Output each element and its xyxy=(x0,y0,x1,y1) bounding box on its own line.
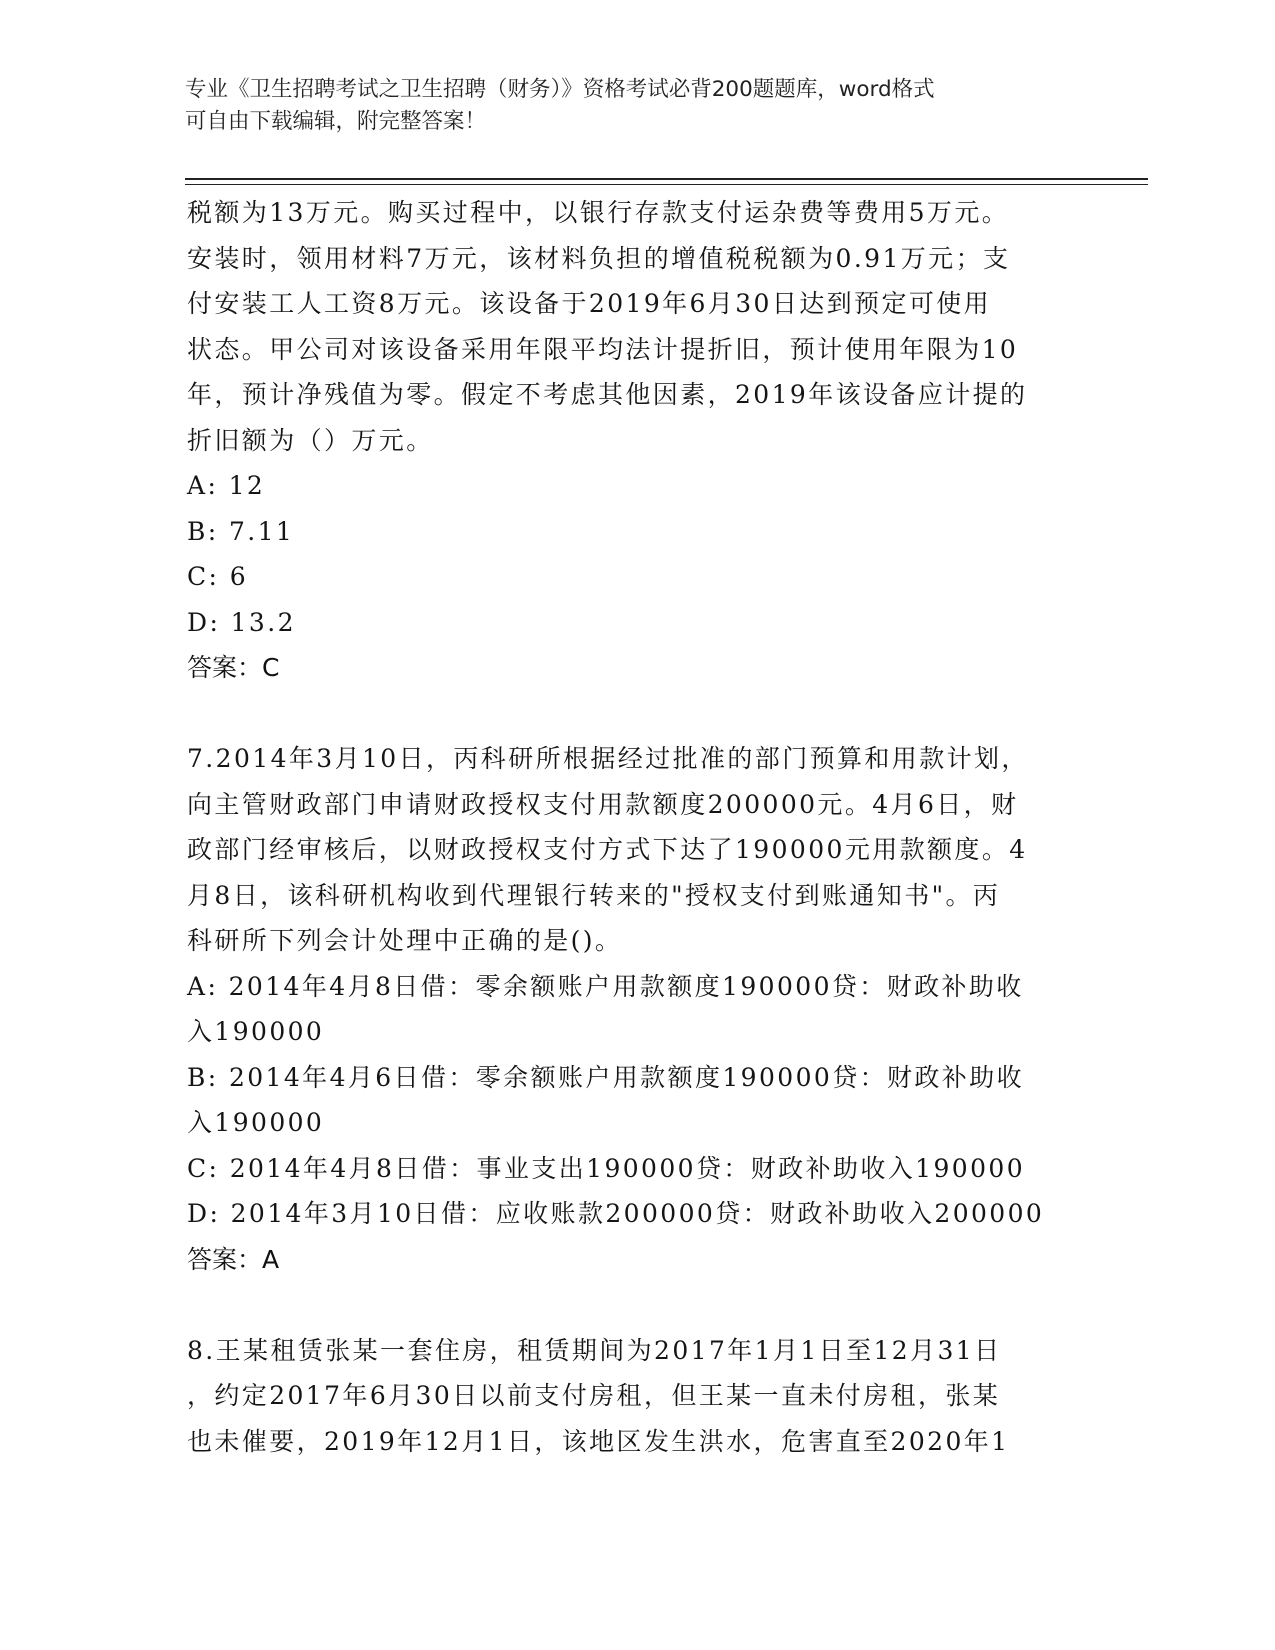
question-8-line: 也未催要，2019年12月1日，该地区发生洪水，危害直至2020年1 xyxy=(187,1426,1010,1456)
header-rule-thick xyxy=(185,178,1148,180)
question-6-line: 安装时，领用材料7万元，该材料负担的增值税税额为0.91万元；支 xyxy=(187,243,1011,273)
question-6-line: 状态。甲公司对该设备采用年限平均法计提折旧，预计使用年限为10 xyxy=(187,334,1019,364)
question-8-line: 8.王某租赁张某一套住房，租赁期间为2017年1月1日至12月31日 xyxy=(187,1335,1002,1365)
question-6-option-d: D: 13.2 xyxy=(187,607,296,637)
header-rule-thin xyxy=(185,184,1148,185)
question-7-line: 7.2014年3月10日，丙科研所根据经过批准的部门预算和用款计划， xyxy=(187,744,1029,773)
document-body xyxy=(187,190,1067,1464)
header-title-line-2: 可自由下载编辑，附完整答案！ xyxy=(185,109,487,134)
question-7-line: 政部门经审核后，以财政授权支付方式下达了190000元用款额度。4 xyxy=(187,835,1028,864)
question-7-option-b-cont: 入190000 xyxy=(187,1108,325,1137)
question-6-option-a: A: 12 xyxy=(187,471,266,500)
question-6-option-c: C: 6 xyxy=(187,562,249,591)
spacer xyxy=(187,1282,1067,1328)
question-7-line: 向主管财政部门申请财政授权支付用款额度200000元。4月6日，财 xyxy=(187,789,1019,819)
question-7-option-d: D: 2014年3月10日借：应收账款200000贷：财政补助收入200000 xyxy=(187,1199,1045,1228)
question-8-line: ，约定2017年6月30日以前支付房租，但王某一直未付房租，张某 xyxy=(187,1381,1001,1410)
question-6-line: 税额为13万元。购买过程中，以银行存款支付运杂费等费用5万元。 xyxy=(187,198,1010,227)
header-title-line-1: 专业《卫生招聘考试之卫生招聘（财务）》资格考试必背200题题库，word格式 xyxy=(185,77,935,102)
question-6-option-b: B: 7.11 xyxy=(187,516,295,546)
question-7 xyxy=(187,736,1067,1282)
question-7-answer: 答案：A xyxy=(187,1244,280,1274)
document-header xyxy=(185,74,1065,138)
question-7-option-c: C: 2014年4月8日借：事业支出190000贷：财政补助收入190000 xyxy=(187,1153,1026,1183)
spacer xyxy=(187,691,1067,737)
question-7-line: 科研所下列会计处理中正确的是()。 xyxy=(187,926,623,955)
question-6-line: 折旧额为（）万元。 xyxy=(187,425,434,455)
question-6-line: 年，预计净残值为零。假定不考虑其他因素，2019年该设备应计提的 xyxy=(187,380,1028,409)
question-7-option-a-cont: 入190000 xyxy=(187,1017,325,1046)
question-7-line: 月8日，该科研机构收到代理银行转来的"授权支付到账通知书"。丙 xyxy=(187,880,1001,910)
question-7-option-b: B: 2014年4月6日借：零余额账户用款额度190000贷：财政补助收 xyxy=(187,1062,1025,1092)
question-8 xyxy=(187,1328,1067,1465)
question-6-answer: 答案：C xyxy=(187,653,280,682)
question-6 xyxy=(187,190,1067,691)
question-6-line: 付安装工人工资8万元。该设备于2019年6月30日达到预定可使用 xyxy=(187,289,992,318)
question-7-option-a: A: 2014年4月8日借：零余额账户用款额度190000贷：财政补助收 xyxy=(187,971,1024,1001)
